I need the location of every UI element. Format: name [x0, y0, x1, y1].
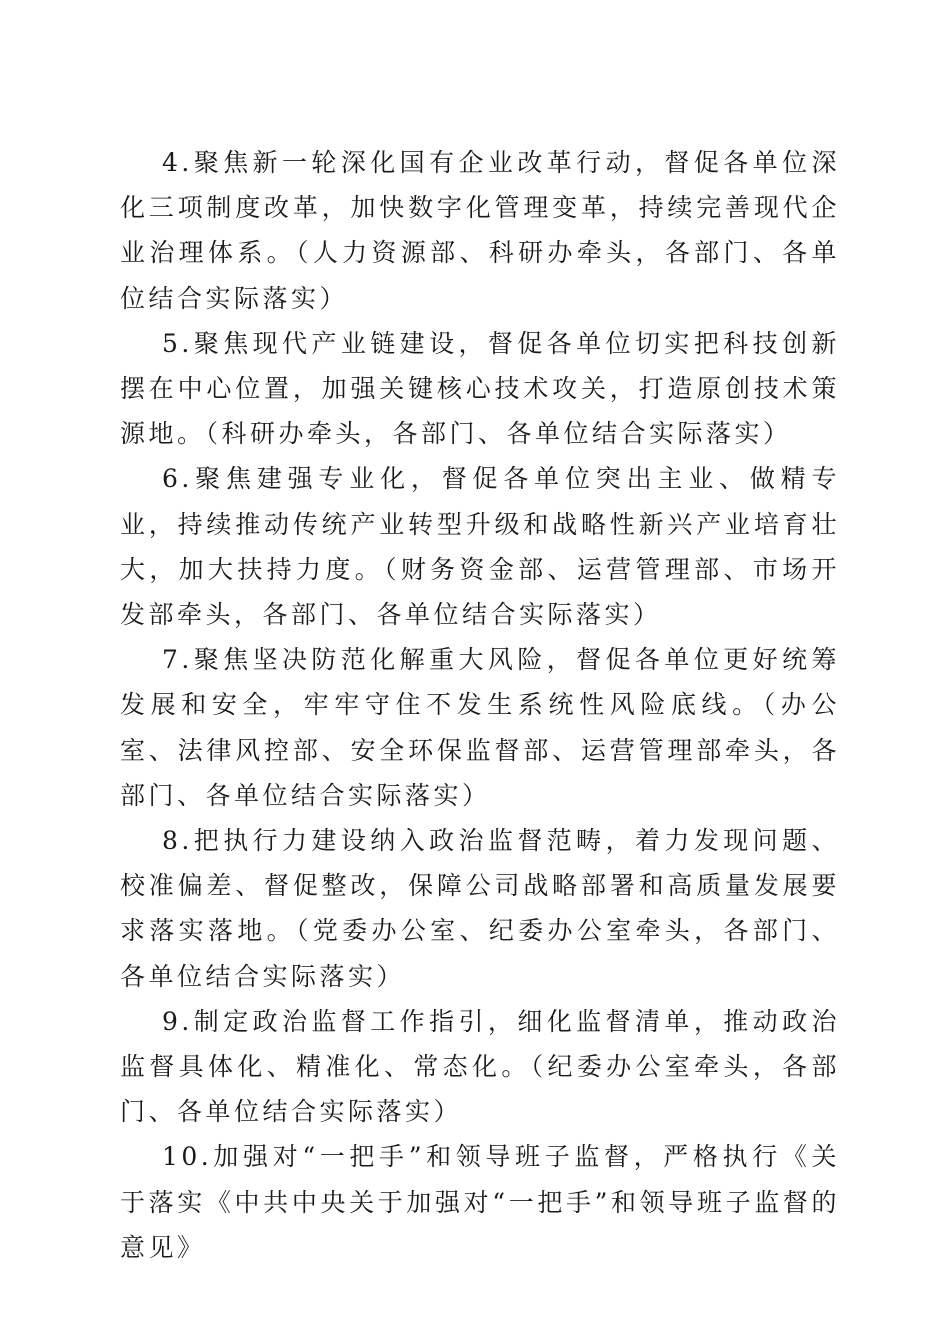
- paragraph-item-5: [120, 321, 840, 457]
- paragraph-item-10: [120, 1134, 840, 1270]
- paragraph-text: 聚焦建强专业化，督促各单位突出主业、做精专业，持续推动传统产业转型升级和战略性新兴产业培育壮大，加大扶持力度。（财务资金部、运营管理部、市场开发部牵头，各部门、各单位结合实际落实）: [120, 464, 840, 630]
- paragraph-text: 制定政治监督工作指引，细化监督清单，推动政治监督具体化、精准化、常态化。（纪委办公室牵头，各部门、各单位结合实际落实）: [120, 1006, 840, 1127]
- paragraph-number: 7.: [162, 645, 193, 675]
- paragraph-number: 9.: [162, 1006, 193, 1036]
- paragraph-item-4: [120, 140, 840, 321]
- paragraph-number: 8.: [162, 826, 193, 856]
- document-body: [120, 140, 840, 1270]
- paragraph-item-6: [120, 456, 840, 637]
- paragraph-item-9: [120, 999, 840, 1135]
- paragraph-item-7: [120, 637, 840, 818]
- paragraph-item-8: [120, 818, 840, 999]
- paragraph-number: 5.: [162, 328, 193, 358]
- paragraph-text: 聚焦坚决防范化解重大风险，督促各单位更好统筹发展和安全，牢牢守住不发生系统性风险底线。（办公室、法律风控部、安全环保监督部、运营管理部牵头，各部门、各单位结合实际落实）: [120, 645, 840, 810]
- paragraph-text: 聚焦现代产业链建设，督促各单位切实把科技创新摆在中心位置，加强关键核心技术攻关，打造原创技术策源地。（科研办牵头，各部门、各单位结合实际落实）: [120, 328, 840, 449]
- paragraph-text: 加强对“一把手”和领导班子监督，严格执行《关于落实《中共中央关于加强对“一把手”和领导班子监督的意见》: [120, 1142, 840, 1262]
- paragraph-text: 把执行力建设纳入政治监督范畴，着力发现问题、校准偏差、督促整改，保障公司战略部署和高质量发展要求落实落地。（党委办公室、纪委办公室牵头，各部门、各单位结合实际落实）: [120, 826, 840, 991]
- paragraph-text: 聚焦新一轮深化国有企业改革行动，督促各单位深化三项制度改革，加快数字化管理变革，持续完善现代企业治理体系。（人力资源部、科研办牵头，各部门、各单位结合实际落实）: [120, 148, 840, 313]
- paragraph-number: 6.: [162, 464, 193, 494]
- paragraph-number: 10.: [162, 1142, 213, 1172]
- paragraph-number: 4.: [162, 148, 193, 177]
